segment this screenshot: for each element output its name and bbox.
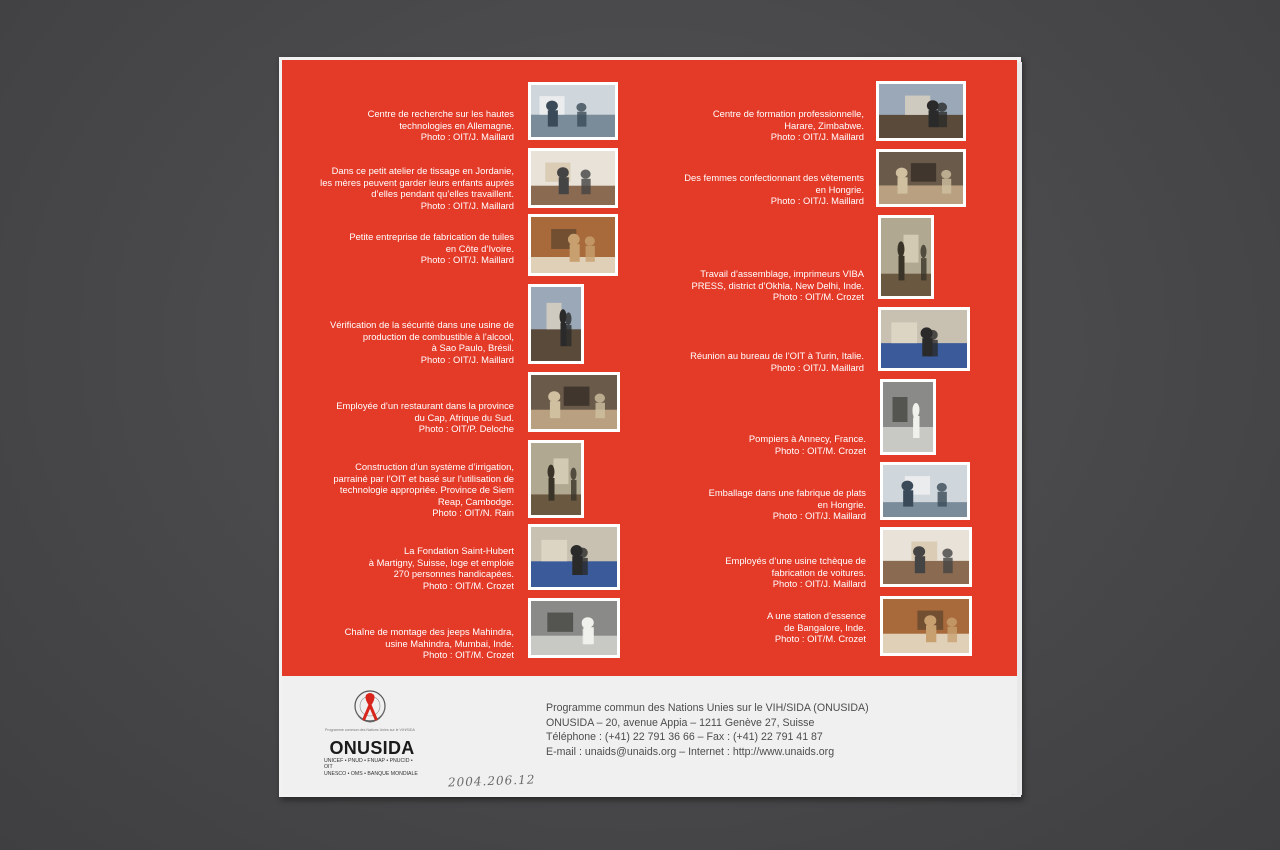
tiles-photo — [528, 214, 618, 276]
right-photo-caption: Réunion au bureau de l’OIT à Turin, Italie. Photo : OIT/J. Maillard — [690, 350, 864, 373]
printing-photo — [878, 215, 934, 299]
meeting-photo — [878, 307, 970, 371]
logo-title: ONUSIDA — [329, 738, 415, 758]
left-photo-caption: Vérification de la sécurité dans une usine de production de combustible à l’alcool, à Sao Paulo, Brésil. Photo : OIT/J. Maillard — [330, 319, 514, 365]
logo-tagline: Programme commun des Nations Unies sur le VIH/SIDA — [325, 728, 415, 732]
right-photo-caption: Employés d’une usine tchèque de fabrication de voitures. Photo : OIT/J. Maillard — [725, 555, 866, 590]
kitchen-photo — [528, 372, 620, 432]
right-photo-caption: Emballage dans une fabrique de plats en Hongrie. Photo : OIT/J. Maillard — [708, 487, 866, 522]
left-photo-caption: La Fondation Saint-Hubert à Martigny, Suisse, loge et emploie 270 personnes handicapées. Photo : OIT/M. Crozet — [368, 545, 514, 591]
right-photo-caption: Travail d’assemblage, imprimeurs VIBA PRESS, district d’Okhla, New Delhi, Inde. Photo : OIT/M. Crozet — [691, 268, 864, 303]
left-photo-caption: Petite entreprise de fabrication de tuiles en Côte d’Ivoire. Photo : OIT/J. Maillard — [349, 231, 514, 266]
handwritten-accession-number: 2004.206.12 — [447, 772, 536, 790]
workshop-photo — [528, 524, 620, 590]
right-photo-caption: Centre de formation professionnelle, Harare, Zimbabwe. Photo : OIT/J. Maillard — [712, 108, 864, 143]
training-photo — [876, 81, 966, 141]
weaving-photo — [528, 148, 618, 208]
factory-photo — [528, 284, 584, 364]
contact-address: Programme commun des Nations Unies sur le VIH/SIDA (ONUSIDA) ONUSIDA – 20, avenue Appia – 1211 Genève 27, Suisse Téléphone : (+41) 22 791 36 66 – Fax : (+41) 22 791 41 87 E-mail : unaids@unaids.org – Internet : http://www.unaids.org — [546, 702, 869, 758]
gas-station-photo — [880, 596, 972, 656]
lab-photo — [528, 82, 618, 140]
right-photo-caption: A une station d’essence de Bangalore, Inde. Photo : OIT/M. Crozet — [766, 610, 866, 645]
right-photo-caption: Pompiers à Annecy, France. Photo : OIT/M. Crozet — [748, 433, 866, 456]
left-photo-caption: Centre de recherche sur les hautes technologies en Allemagne. Photo : OIT/J. Maillard — [367, 108, 514, 143]
car-factory-photo — [880, 527, 972, 587]
left-photo-caption: Construction d’un système d’irrigation, parrainé par l’OIT et basé sur l’utilisation de technologie appropriée. Province de Siem Reap, Cambodge. Photo : OIT/N. Rain — [333, 461, 514, 519]
assembly-photo — [528, 598, 620, 658]
un-emblem-icon — [322, 687, 418, 727]
left-photo-caption: Dans ce petit atelier de tissage en Jordanie, les mères peuvent garder leurs enfants auprès d’elles pendant qu’elles travaillent. Photo : OIT/J. Maillard — [320, 165, 514, 211]
right-photo-caption: Des femmes confectionnant des vêtements en Hongrie. Photo : OIT/J. Maillard — [684, 172, 864, 207]
logo-members: UNICEF • PNUD • FNUAP • PNUCID • OIT UNESCO • OMS • BANQUE MONDIALE — [324, 758, 418, 777]
firefighters-photo — [880, 379, 936, 455]
left-photo-caption: Chaîne de montage des jeeps Mahindra, usine Mahindra, Mumbai, Inde. Photo : OIT/M. Crozet — [344, 626, 514, 661]
irrigation-photo — [528, 440, 584, 518]
sewing-photo — [876, 149, 966, 207]
packaging-photo — [880, 462, 970, 520]
left-photo-caption: Employée d’un restaurant dans la province du Cap, Afrique du Sud. Photo : OIT/P. Deloche — [336, 400, 514, 435]
